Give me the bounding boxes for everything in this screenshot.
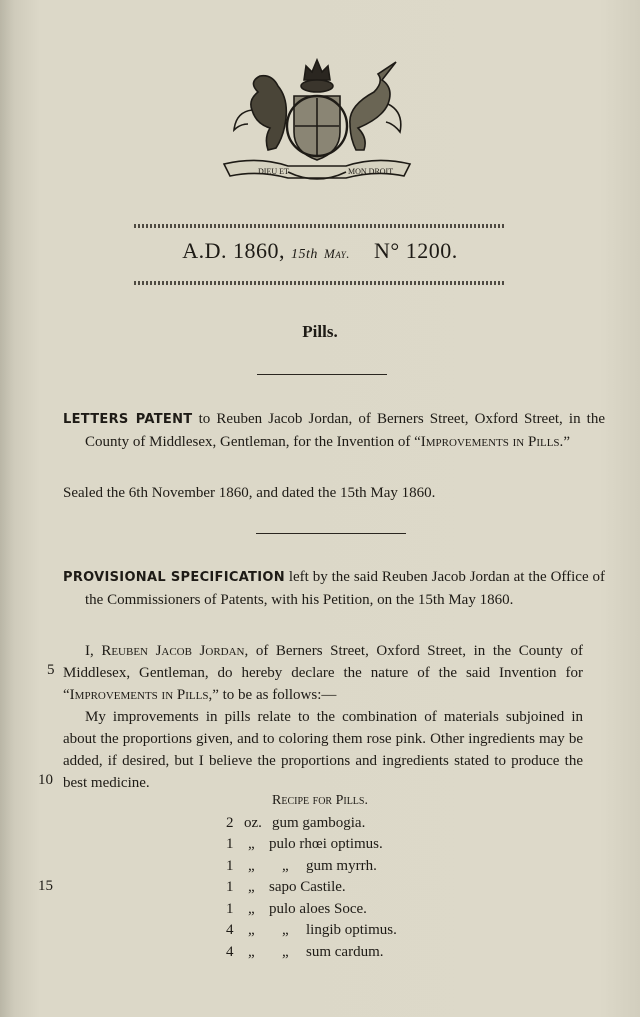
- recipe-unit: „: [248, 922, 255, 938]
- inventor-name: Reuben Jacob Jordan,: [101, 643, 249, 659]
- recipe-item: sapo Castile.: [269, 879, 346, 895]
- recipe-unit: „: [248, 836, 255, 852]
- recipe-item: sum cardum.: [306, 944, 384, 960]
- recipe-row: [0, 815, 640, 837]
- royal-coat-of-arms-icon: [218, 52, 416, 186]
- recipe-item: lingib optimus.: [306, 922, 397, 938]
- recipe-unit: „: [248, 901, 255, 917]
- recipe-qty: 1: [226, 858, 234, 874]
- body-p1-start: I,: [85, 643, 102, 659]
- recipe-ditto: „: [282, 858, 289, 874]
- patent-date-number-line: [0, 238, 640, 264]
- provisional-text: left by the said Reuben Jacob Jordan at the Office of the Commissioners of Patents, with his Petition, on the 15th May 1860.: [85, 569, 606, 608]
- recipe-item: pulo aloes Soce.: [269, 901, 367, 917]
- patent-day: 15th: [291, 247, 318, 262]
- ad-label: A.D.: [182, 238, 228, 263]
- recipe-row: [0, 901, 640, 923]
- recipe-unit: oz.: [244, 815, 262, 831]
- title-rule: [257, 374, 387, 375]
- recipe-item: gum gambogia.: [272, 815, 366, 831]
- body-p1-rest: of Berners Street, Oxford Street, in the County of Middlesex, Gentleman, do hereby declare the nature of the said Invention for “: [63, 643, 583, 703]
- body-p1-invention: Improvements in Pills,: [69, 687, 213, 703]
- recipe-unit: „: [248, 858, 255, 874]
- recipe-row: [0, 858, 640, 880]
- line-number-5: 5: [47, 662, 55, 678]
- recipe-row: [0, 879, 640, 901]
- recipe-item: gum myrrh.: [306, 858, 377, 874]
- top-decorative-rule: [134, 224, 506, 228]
- letters-patent-text-end: ”: [563, 434, 570, 450]
- bottom-decorative-rule: [134, 281, 506, 285]
- motto-right: MON DROIT: [348, 167, 394, 176]
- recipe-row: [0, 836, 640, 858]
- recipe-qty: 1: [226, 836, 234, 852]
- recipe-row: [0, 944, 640, 966]
- section-rule: [256, 533, 406, 534]
- body-paragraph-1: [63, 640, 583, 706]
- sealed-line: Sealed the 6th November 1860, and dated the 15th May 1860.: [63, 485, 436, 501]
- provisional-specification-paragraph: [63, 566, 605, 611]
- patent-month: May.: [323, 246, 351, 261]
- patent-number: N° 1200.: [374, 238, 458, 263]
- motto-left: DIEU ET: [258, 167, 289, 176]
- recipe-ditto: „: [282, 922, 289, 938]
- document-title: Pills.: [302, 322, 338, 341]
- recipe-ditto: „: [282, 944, 289, 960]
- recipe-row: [0, 922, 640, 944]
- provisional-lead: PROVISIONAL SPECIFICATION: [63, 570, 285, 585]
- letters-patent-lead: LETTERS PATENT: [63, 412, 193, 427]
- letters-patent-invention: Improvements in Pills.: [420, 434, 564, 450]
- recipe-qty: 1: [226, 901, 234, 917]
- body-paragraph-2: My improvements in pills relate to the combination of materials subjoined in about the proportions given, and to coloring them rose pink. Other ingredients may be added, if desired, but I believe the proportions and ingredients stated to produce the best medicine.: [63, 709, 583, 791]
- recipe-qty: 1: [226, 879, 234, 895]
- recipe-heading: Recipe for Pills.: [272, 793, 368, 808]
- recipe-item: pulo rhœi optimus.: [269, 836, 383, 852]
- recipe-unit: „: [248, 879, 255, 895]
- recipe-qty: 2: [226, 815, 234, 831]
- recipe-qty: 4: [226, 922, 234, 938]
- patent-year: 1860,: [233, 238, 286, 263]
- body-p1-end: ” to be as follows:—: [212, 687, 337, 703]
- recipe-unit: „: [248, 944, 255, 960]
- letters-patent-text: to Reuben Jacob Jordan, of Berners Street, Oxford Street, in the County of Middlesex, Gentleman, for the Invention of “: [85, 411, 606, 450]
- recipe-qty: 4: [226, 944, 234, 960]
- line-number-10: 10: [38, 772, 53, 788]
- letters-patent-paragraph: [63, 408, 605, 453]
- line-number-15: 15: [38, 878, 53, 894]
